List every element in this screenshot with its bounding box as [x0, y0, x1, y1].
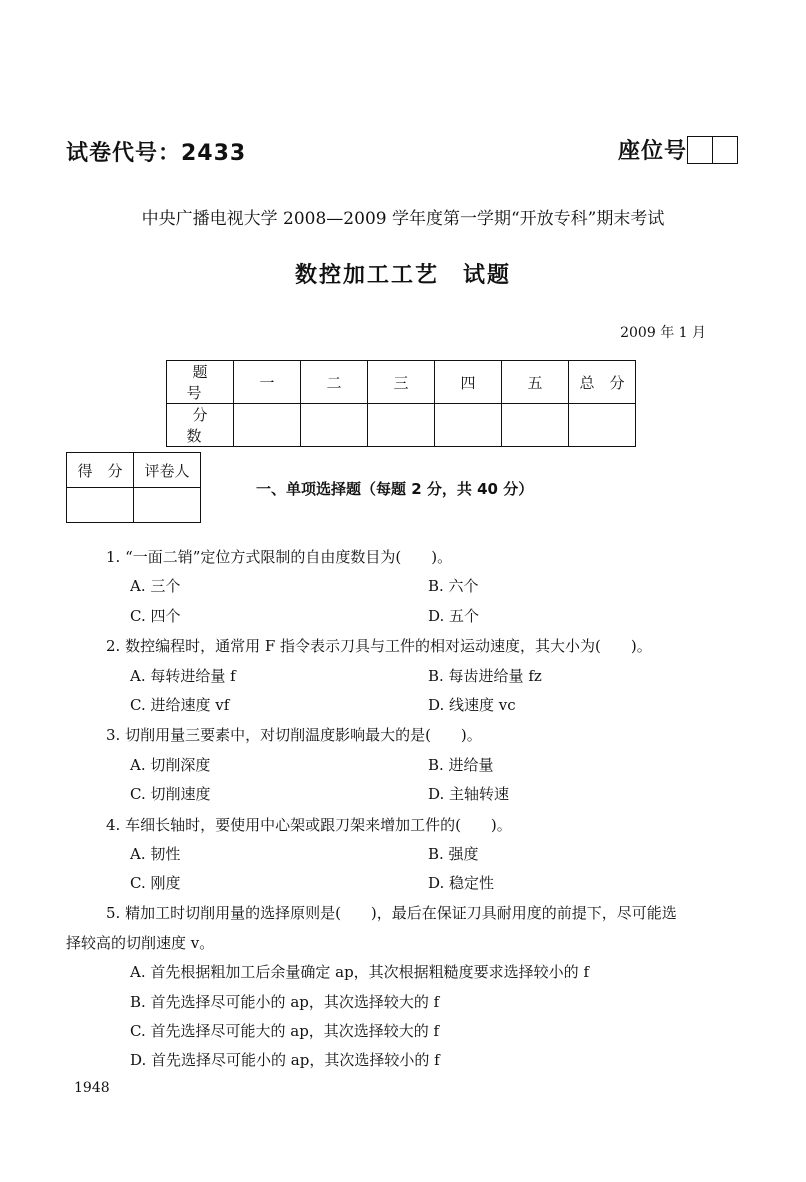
question-5-option-d[interactable]: D. 首先选择尽可能小的 ap，其次选择较小的 f [130, 1051, 440, 1069]
seat-box-1[interactable] [687, 136, 713, 164]
question-5-stem-line-1: 5. 精加工时切削用量的选择原则是( )，最后在保证刀具耐用度的前提下，尽可能选 [106, 904, 677, 922]
score-table-score-row [167, 404, 636, 447]
exam-date: 2009 年 1 月 [620, 325, 706, 341]
score-table-header-row [167, 361, 636, 404]
question-5-option-b[interactable]: B. 首先选择尽可能小的 ap，其次选择较大的 f [130, 993, 440, 1011]
question-1-option-d[interactable]: D. 五个 [428, 607, 480, 625]
grader-table [66, 452, 201, 523]
grader-score-cell[interactable] [67, 488, 134, 523]
grader-name-label: 评卷人 [134, 453, 201, 488]
exam-header: 中央广播电视大学 2008—2009 学年度第一学期“开放专科”期末考试 [141, 209, 665, 229]
question-3-option-c[interactable]: C. 切削速度 [130, 785, 211, 803]
score-cell-total[interactable] [569, 404, 636, 447]
question-1-option-c[interactable]: C. 四个 [130, 607, 181, 625]
score-cell-2[interactable] [301, 404, 368, 447]
score-table [166, 360, 636, 447]
question-2-stem: 2. 数控编程时，通常用 F 指令表示刀具与工件的相对运动速度，其大小为( )。 [106, 637, 652, 655]
grader-score-label: 得 分 [67, 453, 134, 488]
question-3-option-a[interactable]: A. 切削深度 [130, 756, 211, 774]
score-table-col-2: 二 [301, 361, 368, 404]
score-table-col-3: 三 [368, 361, 435, 404]
score-table-label-question: 题 号 [167, 361, 234, 404]
question-1-stem: 1. “一面二销”定位方式限制的自由度数目为( )。 [106, 548, 453, 566]
score-table-col-1: 一 [234, 361, 301, 404]
seat-label: 座位号 [617, 139, 687, 164]
seat-number-field [618, 134, 738, 165]
question-5-option-c[interactable]: C. 首先选择尽可能大的 ap，其次选择较大的 f [130, 1022, 440, 1040]
score-table-col-4: 四 [435, 361, 502, 404]
question-3-option-b[interactable]: B. 进给量 [428, 756, 494, 774]
score-cell-5[interactable] [502, 404, 569, 447]
score-table-col-total: 总 分 [569, 361, 636, 404]
paper-code: 试卷代号：2433 [66, 141, 247, 166]
question-3-option-d[interactable]: D. 主轴转速 [428, 785, 510, 803]
question-1-option-b[interactable]: B. 六个 [428, 577, 479, 595]
question-4-stem: 4. 车细长轴时，要使用中心架或跟刀架来增加工件的( )。 [106, 816, 512, 834]
question-4-option-b[interactable]: B. 强度 [428, 845, 479, 863]
question-3-stem: 3. 切削用量三要素中，对切削温度影响最大的是( )。 [106, 726, 482, 744]
score-table-label-score: 分 数 [167, 404, 234, 447]
question-2-option-b[interactable]: B. 每齿进给量 fz [428, 667, 542, 685]
question-4-option-d[interactable]: D. 稳定性 [428, 874, 495, 892]
page-number: 1948 [74, 1080, 110, 1096]
question-2-option-d[interactable]: D. 线速度 vc [428, 696, 516, 714]
grader-name-cell[interactable] [134, 488, 201, 523]
question-2-option-a[interactable]: A. 每转进给量 f [130, 667, 236, 685]
section-title: 一、单项选择题（每题 2 分，共 40 分） [256, 480, 534, 498]
question-4-option-a[interactable]: A. 韧性 [130, 845, 181, 863]
seat-box-2[interactable] [713, 136, 738, 164]
score-cell-4[interactable] [435, 404, 502, 447]
score-table-col-5: 五 [502, 361, 569, 404]
question-4-option-c[interactable]: C. 刚度 [130, 874, 181, 892]
question-5-option-a[interactable]: A. 首先根据粗加工后余量确定 ap，其次根据粗糙度要求选择较小的 f [130, 963, 590, 981]
question-1-option-a[interactable]: A. 三个 [130, 577, 181, 595]
question-5-stem-line-2: 择较高的切削速度 v。 [66, 934, 215, 952]
exam-title: 数控加工工艺 试题 [294, 263, 511, 288]
question-2-option-c[interactable]: C. 进给速度 vf [130, 696, 230, 714]
score-cell-3[interactable] [368, 404, 435, 447]
